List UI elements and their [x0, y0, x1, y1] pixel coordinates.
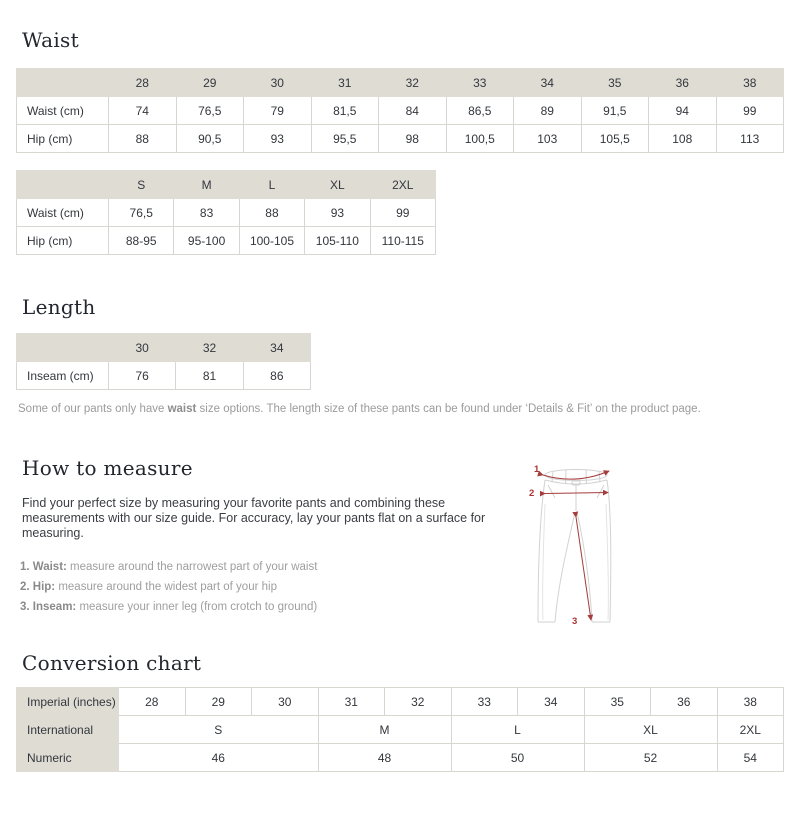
- length-note-suffix: size options. The length size of these pants can be found under ‘Details & Fit’ on the product page.: [196, 403, 701, 415]
- size-column-header: 36: [649, 69, 717, 97]
- conversion-cell: M: [318, 716, 451, 744]
- conversion-cell: 54: [717, 744, 784, 772]
- length-note-bold: waist: [167, 403, 197, 415]
- measurement-cell: 105-110: [305, 227, 370, 255]
- length-note-prefix: Some of our pants only have: [18, 403, 168, 415]
- length-section: [16, 295, 784, 416]
- size-column-header: 33: [446, 69, 514, 97]
- measurement-cell: 95,5: [311, 125, 379, 153]
- measurement-cell: 99: [370, 199, 435, 227]
- conversion-cell: 35: [584, 688, 651, 716]
- measurement-cell: 88-95: [109, 227, 174, 255]
- how-to-measure-text: [16, 456, 521, 617]
- measurement-cell: 103: [514, 125, 582, 153]
- pants-measurement-diagram: [528, 454, 640, 639]
- measure-step: 2. Hip: measure around the widest part of your hip: [20, 581, 277, 593]
- conversion-cell: 32: [385, 688, 452, 716]
- corner-header-cell: [17, 334, 109, 362]
- measurement-cell: 99: [716, 97, 784, 125]
- measurement-cell: 90,5: [176, 125, 244, 153]
- measurement-cell: 86,5: [446, 97, 514, 125]
- conversion-cell: 46: [119, 744, 319, 772]
- measurement-cell: 91,5: [581, 97, 649, 125]
- measurement-cell: 86: [243, 362, 310, 390]
- measurement-cell: 100-105: [239, 227, 304, 255]
- measurement-cell: 83: [174, 199, 239, 227]
- how-to-measure-title: How to measure: [22, 456, 193, 480]
- waist-section: [16, 28, 784, 255]
- conversion-cell: 29: [185, 688, 252, 716]
- measurement-cell: 81: [176, 362, 243, 390]
- conversion-cell: XL: [584, 716, 717, 744]
- how-to-measure-section: [16, 456, 784, 639]
- size-column-header: 32: [176, 334, 243, 362]
- size-column-header: 29: [176, 69, 244, 97]
- size-column-header: 2XL: [370, 171, 435, 199]
- conversion-row-label: Imperial (inches): [17, 688, 119, 716]
- size-column-header: 28: [109, 69, 177, 97]
- marker-2-label: 2: [529, 488, 535, 499]
- measurement-cell: 76,5: [176, 97, 244, 125]
- corner-header-cell: [17, 171, 109, 199]
- measurement-cell: 88: [239, 199, 304, 227]
- conversion-cell: 28: [119, 688, 186, 716]
- measure-step: 3. Inseam: measure your inner leg (from crotch to ground): [20, 601, 318, 613]
- measure-step-label: 1. Waist:: [20, 561, 67, 573]
- measurement-cell: 110-115: [370, 227, 435, 255]
- measurement-cell: 84: [379, 97, 447, 125]
- measurement-cell: 76: [109, 362, 176, 390]
- measurement-cell: 113: [716, 125, 784, 153]
- conversion-cell: 48: [318, 744, 451, 772]
- measurement-cell: 108: [649, 125, 717, 153]
- conversion-table: [16, 687, 784, 772]
- measurement-cell: 88: [109, 125, 177, 153]
- conversion-cell: 52: [584, 744, 717, 772]
- measurement-cell: 94: [649, 97, 717, 125]
- size-column-header: S: [109, 171, 174, 199]
- marker-1-label: 1: [534, 464, 540, 475]
- size-guide-page: [0, 28, 800, 772]
- measurement-cell: 93: [305, 199, 370, 227]
- conversion-cell: 34: [518, 688, 585, 716]
- conversion-cell: 33: [451, 688, 518, 716]
- waist-alpha-table: [16, 170, 436, 255]
- measurement-cell: 100,5: [446, 125, 514, 153]
- conversion-cell: 50: [451, 744, 584, 772]
- measurement-cell: 81,5: [311, 97, 379, 125]
- measurement-cell: 89: [514, 97, 582, 125]
- waist-section-title: Waist: [22, 28, 79, 52]
- measure-step-label: 3. Inseam:: [20, 601, 77, 613]
- row-label: Hip (cm): [17, 125, 109, 153]
- measurement-cell: 105,5: [581, 125, 649, 153]
- hip-arrow: [545, 493, 608, 494]
- length-inseam-table: [16, 333, 311, 390]
- how-to-measure-intro: Find your perfect size by measuring your favorite pants and combining these measurements with our size guide. For accuracy, lay your pants flat on a surface for measuring.: [22, 496, 486, 540]
- corner-header-cell: [17, 69, 109, 97]
- size-column-header: 32: [379, 69, 447, 97]
- conversion-cell: 38: [717, 688, 784, 716]
- pants-illustration: [528, 454, 640, 634]
- conversion-cell: L: [451, 716, 584, 744]
- conversion-cell: 31: [318, 688, 385, 716]
- conversion-row-label: International: [17, 716, 119, 744]
- conversion-row-label: Numeric: [17, 744, 119, 772]
- conversion-cell: 2XL: [717, 716, 784, 744]
- inseam-arrow: [576, 517, 591, 620]
- conversion-section: [16, 651, 784, 772]
- size-column-header: XL: [305, 171, 370, 199]
- size-column-header: 31: [311, 69, 379, 97]
- marker-3-label: 3: [572, 616, 578, 627]
- size-column-header: 38: [716, 69, 784, 97]
- waist-inches-table: [16, 68, 784, 153]
- size-column-header: 30: [244, 69, 312, 97]
- measurement-cell: 76,5: [109, 199, 174, 227]
- row-label: Hip (cm): [17, 227, 109, 255]
- measure-steps-list: [20, 557, 521, 617]
- conversion-cell: S: [119, 716, 319, 744]
- row-label: Inseam (cm): [17, 362, 109, 390]
- length-section-title: Length: [22, 295, 96, 319]
- size-column-header: 30: [109, 334, 176, 362]
- pants-crease-lines: [543, 504, 609, 620]
- size-column-header: 35: [581, 69, 649, 97]
- size-column-header: M: [174, 171, 239, 199]
- size-column-header: 34: [514, 69, 582, 97]
- measure-step: 1. Waist: measure around the narrowest part of your waist: [20, 561, 318, 573]
- size-column-header: L: [239, 171, 304, 199]
- conversion-cell: 36: [651, 688, 718, 716]
- measure-step-label: 2. Hip:: [20, 581, 56, 593]
- measurement-cell: 98: [379, 125, 447, 153]
- measurement-cell: 93: [244, 125, 312, 153]
- length-note: [18, 402, 784, 416]
- row-label: Waist (cm): [17, 199, 109, 227]
- conversion-section-title: Conversion chart: [22, 651, 202, 675]
- measurement-cell: 79: [244, 97, 312, 125]
- conversion-cell: 30: [252, 688, 319, 716]
- measurement-cell: 74: [109, 97, 177, 125]
- row-label: Waist (cm): [17, 97, 109, 125]
- measurement-cell: 95-100: [174, 227, 239, 255]
- size-column-header: 34: [243, 334, 310, 362]
